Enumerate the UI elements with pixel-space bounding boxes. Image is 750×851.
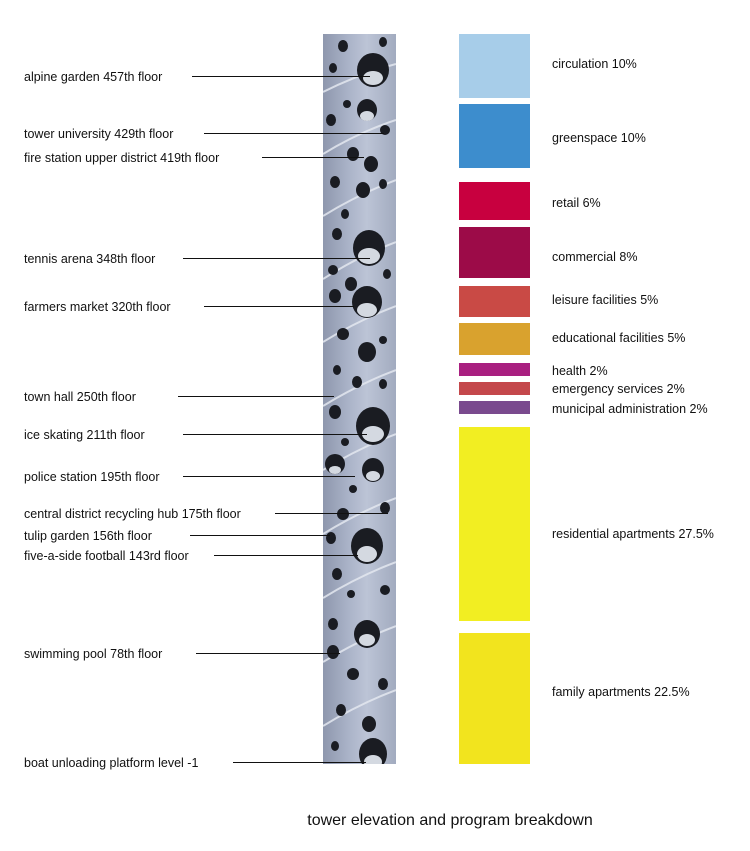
diagram-caption: tower elevation and program breakdown: [307, 812, 593, 829]
floor-label: central district recycling hub 175th floor: [24, 507, 241, 521]
program-label: retail 6%: [552, 196, 601, 210]
program-block-greenspace: [459, 104, 530, 168]
floor-label: town hall 250th floor: [24, 390, 136, 404]
program-label: circulation 10%: [552, 57, 637, 71]
program-label: emergency services 2%: [552, 382, 685, 396]
program-block-circulation: [459, 34, 530, 98]
leader-line: [275, 513, 388, 514]
program-block-leisure: [459, 286, 530, 317]
floor-label: alpine garden 457th floor: [24, 70, 163, 84]
program-block-retail: [459, 182, 530, 220]
leader-line: [183, 258, 370, 259]
program-label: municipal administration 2%: [552, 402, 708, 416]
leader-line: [262, 157, 364, 158]
program-label: residential apartments 27.5%: [552, 527, 714, 541]
leader-line: [183, 434, 367, 435]
program-block-emergency: [459, 382, 530, 395]
program-block-educational: [459, 323, 530, 355]
leader-line: [196, 653, 340, 654]
leader-line: [233, 762, 366, 763]
program-block-commercial: [459, 227, 530, 278]
tower-facade-texture: [323, 34, 396, 764]
program-label: commercial 8%: [552, 250, 638, 264]
leader-line: [204, 306, 354, 307]
program-label: educational facilities 5%: [552, 331, 686, 345]
floor-label: police station 195th floor: [24, 470, 160, 484]
floor-label: tennis arena 348th floor: [24, 252, 156, 266]
leader-line: [192, 76, 370, 77]
leader-line: [214, 555, 358, 556]
floor-label: farmers market 320th floor: [24, 300, 171, 314]
floor-label: five-a-side football 143rd floor: [24, 549, 189, 563]
program-block-health: [459, 363, 530, 376]
floor-label: ice skating 211th floor: [24, 428, 145, 442]
leader-line: [190, 535, 330, 536]
leader-line: [204, 133, 384, 134]
program-block-municipal: [459, 401, 530, 414]
floor-label: boat unloading platform level -1: [24, 756, 199, 770]
program-block-residential: [459, 427, 530, 621]
floor-label: tower university 429th floor: [24, 127, 174, 141]
program-block-family: [459, 633, 530, 764]
leader-line: [183, 476, 355, 477]
floor-label: swimming pool 78th floor: [24, 647, 163, 661]
program-label: greenspace 10%: [552, 131, 646, 145]
floor-label: tulip garden 156th floor: [24, 529, 152, 543]
program-label: family apartments 22.5%: [552, 685, 690, 699]
tower-elevation: [323, 34, 396, 764]
program-label: health 2%: [552, 364, 608, 378]
floor-label: fire station upper district 419th floor: [24, 151, 220, 165]
leader-line: [178, 396, 334, 397]
program-label: leisure facilities 5%: [552, 293, 659, 307]
